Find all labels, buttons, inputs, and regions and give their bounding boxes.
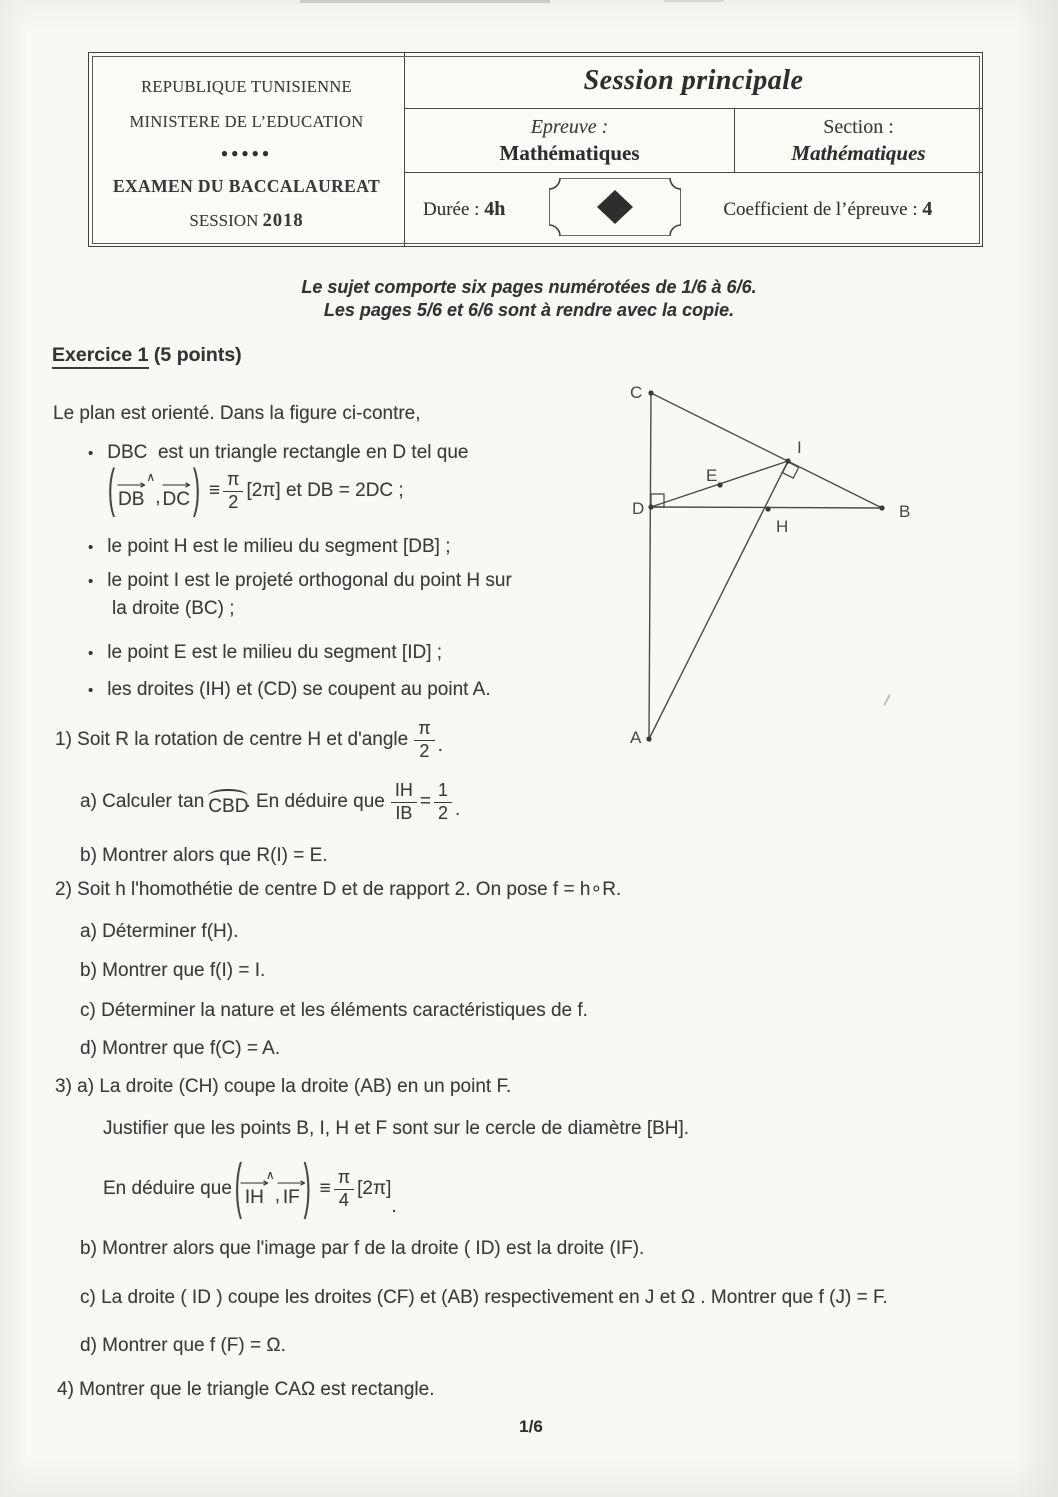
question-2d xyxy=(80,1038,280,1060)
bullet-dbc-math-tail: et DB = 2DC ; xyxy=(280,480,404,501)
figure-svg xyxy=(600,370,1020,770)
duration-label: Durée : xyxy=(423,199,485,220)
header-right-region xyxy=(405,53,982,246)
question-2-text: 2) Soit h l'homothétie de centre D et de rapport 2. On pose f = h∘R. xyxy=(55,879,622,900)
question-2b xyxy=(80,960,265,982)
bullet-lines-a xyxy=(88,679,491,701)
section-label: Section : xyxy=(823,115,894,138)
question-1b-text: b) Montrer alors que R(I) = E. xyxy=(80,845,328,866)
intro-text: Le plan est orienté. Dans la figure ci-contre, xyxy=(53,403,421,424)
plaque-svg xyxy=(549,178,681,236)
arc-over-angle xyxy=(208,789,248,816)
fraction-1-2 xyxy=(434,781,452,824)
figure-point-B xyxy=(879,505,884,510)
fraction-numerator: π xyxy=(334,1168,354,1190)
notice-line-2: Les pages 5/6 et 6/6 sont à rendre avec la copie. xyxy=(323,300,735,320)
section-value: Mathématiques xyxy=(791,140,926,165)
question-3d-text: d) Montrer que f (F) = Ω. xyxy=(80,1335,286,1356)
bullet-point-h-text: le point H est le milieu du segment [DB] ; xyxy=(107,536,451,557)
angle-hat-icon: ∧ xyxy=(265,1168,275,1182)
diamond-icon xyxy=(597,190,633,224)
figure-label-A: A xyxy=(630,728,642,747)
fraction-pi-2 xyxy=(223,470,243,513)
header-box xyxy=(88,52,983,247)
fraction-denominator: 2 xyxy=(228,491,239,512)
comma: , xyxy=(155,487,161,508)
fraction-numerator: IH xyxy=(391,781,417,803)
bullet-point-i-text2: la droite (BC) ; xyxy=(112,598,235,619)
ministry-line: MINISTERE DE L’EDUCATION xyxy=(129,111,364,131)
vector-db-text: DB xyxy=(118,488,145,510)
session-title: Session principale xyxy=(583,64,804,96)
question-2c-text: c) Déterminer la nature et les éléments caractéristiques de f. xyxy=(80,1000,588,1021)
bullet-icon: • xyxy=(88,681,94,699)
header-middle-row xyxy=(405,109,982,173)
question-3a-justify xyxy=(103,1118,689,1140)
bullet-icon: • xyxy=(88,572,94,590)
epreuve-cell xyxy=(405,109,735,172)
scan-smudge xyxy=(664,0,724,2)
figure-label-D: D xyxy=(632,499,645,518)
fraction-numerator: 1 xyxy=(434,781,452,803)
question-4 xyxy=(57,1379,435,1401)
bullet-icon: • xyxy=(88,538,94,556)
bullet-lines-a-text: les droites (IH) et (CD) se coupent au point A. xyxy=(107,679,491,700)
exam-line: EXAMEN DU BACCALAUREAT xyxy=(112,175,381,196)
angle-hat-icon: ∧ xyxy=(146,470,156,484)
fraction-pi-2 xyxy=(414,719,434,762)
tan-operator: tan xyxy=(177,791,205,812)
duration xyxy=(423,198,505,221)
fraction-numerator: π xyxy=(223,470,243,492)
session-title-cell xyxy=(405,53,982,109)
header-bottom-row xyxy=(405,173,982,246)
question-3a-justify-text: Justifier que les points B, I, H et F sont sur le cercle de diamètre [BH]. xyxy=(103,1118,690,1139)
question-3c-text: c) La droite ( ID ) coupe les droites (CF) et (AB) respectivement en J et Ω . Montrer que f (J) = F. xyxy=(80,1287,888,1308)
session-year: 2018 xyxy=(262,211,304,231)
vector-db xyxy=(116,476,147,510)
mod-bracket: [2π] xyxy=(357,1178,392,1199)
figure-point-C xyxy=(648,390,653,395)
fraction-denominator: 2 xyxy=(437,802,448,823)
question-3a-deduce-text: En déduire que xyxy=(103,1178,232,1199)
figure-label-I: I xyxy=(797,438,802,457)
question-3b xyxy=(80,1238,644,1260)
scan-smudge xyxy=(300,0,550,3)
fraction-pi-4 xyxy=(334,1168,354,1211)
question-4-text: 4) Montrer que le triangle CAΩ est rectangle. xyxy=(57,1379,435,1400)
coefficient-label: Coefficient de l’épreuve : xyxy=(723,199,923,220)
header-left-cell xyxy=(89,53,405,246)
equiv-sign: ≡ xyxy=(208,480,221,501)
exercise-points: (5 points) xyxy=(148,344,242,366)
question-3d xyxy=(80,1335,286,1357)
question-2d-text: d) Montrer que f(C) = A. xyxy=(80,1038,281,1059)
period: . xyxy=(391,1196,397,1217)
question-2a xyxy=(80,921,238,943)
vector-dc xyxy=(161,476,192,510)
bullet-point-e-text: le point E est le milieu du segment [ID] ; xyxy=(107,642,443,663)
notice-line-1: Le sujet comporte six pages numérotées de 1/6 à 6/6. xyxy=(301,277,757,297)
question-1 xyxy=(55,716,443,764)
epreuve-label: Epreuve : xyxy=(530,115,609,138)
vector-arrow-icon: ⟶ xyxy=(161,476,192,492)
fraction-numerator: π xyxy=(414,719,434,741)
notice xyxy=(0,276,1058,322)
bullet-point-e xyxy=(88,642,442,664)
figure-label-B: B xyxy=(899,502,911,521)
question-3a-text: 3) a) La droite (CH) coupe la droite (AB) en un point F. xyxy=(55,1076,512,1097)
question-1a-text: a) Calculer xyxy=(80,791,172,812)
coefficient xyxy=(723,198,932,221)
geometry-figure xyxy=(600,370,1020,770)
fraction-denominator: IB xyxy=(395,802,413,823)
stamp-plaque xyxy=(549,178,681,242)
question-1b xyxy=(80,845,328,867)
figure-point-D xyxy=(648,504,653,509)
section-cell xyxy=(735,109,982,172)
question-3a xyxy=(55,1076,511,1098)
page-number: 1/6 xyxy=(519,1417,543,1436)
question-3b-text: b) Montrer alors que l'image par f de la droite ( ID) est la droite (IF). xyxy=(80,1238,645,1259)
question-1a xyxy=(80,776,460,828)
dots-separator: ●●●●● xyxy=(220,146,273,160)
exercise-heading xyxy=(52,344,242,367)
question-3c xyxy=(80,1287,888,1309)
right-angle-mark xyxy=(783,462,799,478)
question-3a-deduce xyxy=(103,1153,397,1225)
period: . xyxy=(437,735,443,756)
exercise-title: Exercice 1 xyxy=(52,344,149,369)
vector-ih xyxy=(239,1174,270,1208)
period: . xyxy=(455,799,461,820)
equiv-sign: ≡ xyxy=(319,1178,331,1199)
angle-cbd: CBD xyxy=(208,795,249,817)
bullet-dbc-math xyxy=(105,463,404,519)
bullet-point-h xyxy=(88,536,450,558)
figure-point-H xyxy=(765,506,770,511)
vector-arrow-icon: ⟶ xyxy=(116,476,147,492)
vector-ih-text: IH xyxy=(244,1186,264,1208)
figure-segment-CB xyxy=(651,393,882,508)
left-paren: ( xyxy=(108,461,115,519)
mod-bracket: [2π] xyxy=(246,480,281,501)
figure-segment-CA xyxy=(649,393,651,739)
question-2b-text: b) Montrer que f(I) = I. xyxy=(80,960,266,981)
session-line xyxy=(189,211,303,232)
bullet-point-i xyxy=(88,570,512,592)
fraction-ih-ib xyxy=(391,781,417,824)
vector-if-text: IF xyxy=(282,1186,300,1208)
vector-arrow-icon: ⟶ xyxy=(239,1174,270,1190)
coefficient-value: 4 xyxy=(922,198,933,220)
figure-point-E xyxy=(717,482,722,487)
vector-arrow-icon: ⟶ xyxy=(276,1174,307,1190)
bullet-icon: • xyxy=(88,644,94,662)
republic-line: REPUBLIQUE TUNISIENNE xyxy=(141,77,352,96)
figure-label-H: H xyxy=(776,517,789,536)
comma: , xyxy=(274,1185,280,1206)
bullet-icon: • xyxy=(88,444,94,462)
question-1-text: 1) Soit R la rotation de centre H et d'angle xyxy=(55,729,409,750)
arc-icon xyxy=(208,789,248,796)
epreuve-value: Mathématiques xyxy=(499,140,640,165)
question-1a-mid: . En déduire que xyxy=(245,791,385,812)
bullet-dbc-text: DBC est un triangle rectangle en D tel que xyxy=(107,442,469,463)
fraction-denominator: 4 xyxy=(338,1189,349,1210)
duration-value: 4h xyxy=(484,198,506,220)
right-paren: ) xyxy=(303,1154,311,1221)
figure-segment-AI xyxy=(649,461,788,739)
equals-sign: = xyxy=(419,791,431,812)
question-2 xyxy=(55,878,621,901)
bullet-point-i-text: le point I est le projeté orthogonal du point H sur xyxy=(107,570,512,591)
figure-label-E: E xyxy=(706,466,718,485)
figure-point-A xyxy=(646,736,651,741)
figure-label-C: C xyxy=(630,383,643,402)
vector-if xyxy=(276,1174,307,1208)
vector-dc-text: DC xyxy=(162,488,190,510)
bullet-point-i-line2 xyxy=(112,598,234,620)
question-2a-text: a) Déterminer f(H). xyxy=(80,921,239,942)
bullet-dbc xyxy=(88,442,468,464)
intro-line xyxy=(53,403,421,425)
left-paren: ( xyxy=(234,1154,242,1221)
figure-point-I xyxy=(785,458,790,463)
session-label: SESSION xyxy=(189,211,263,230)
right-paren: ) xyxy=(192,461,200,519)
question-2c xyxy=(80,1000,588,1022)
fraction-denominator: 2 xyxy=(419,740,430,761)
